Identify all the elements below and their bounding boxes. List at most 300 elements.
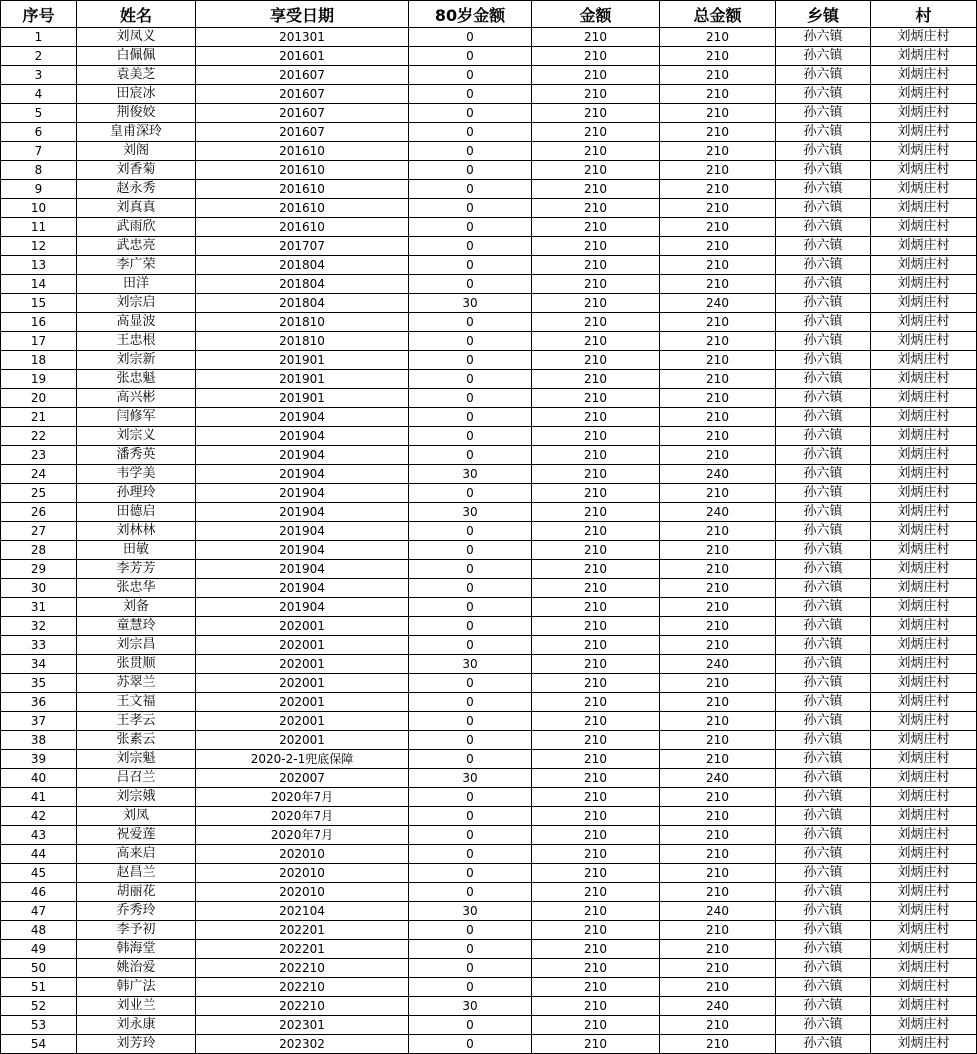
cell-seq: 48 (1, 921, 77, 940)
cell-township: 孙六镇 (776, 28, 871, 47)
cell-township: 孙六镇 (776, 446, 871, 465)
cell-name: 韩广法 (77, 978, 196, 997)
cell-name: 赵永秀 (77, 180, 196, 199)
cell-village: 刘炳庄村 (871, 674, 977, 693)
table-row (1, 85, 977, 104)
table-row (1, 655, 977, 674)
cell-seq: 18 (1, 351, 77, 370)
cell-township: 孙六镇 (776, 389, 871, 408)
cell-name: 刘永康 (77, 1016, 196, 1035)
cell-total-amount: 240 (660, 769, 776, 788)
cell-amount: 210 (532, 104, 660, 123)
table-row (1, 826, 977, 845)
cell-township: 孙六镇 (776, 731, 871, 750)
cell-seq: 32 (1, 617, 77, 636)
cell-seq: 16 (1, 313, 77, 332)
cell-village: 刘炳庄村 (871, 921, 977, 940)
cell-amount: 210 (532, 123, 660, 142)
table-row (1, 750, 977, 769)
cell-amount: 210 (532, 370, 660, 389)
table-row (1, 978, 977, 997)
cell-age80-amount: 0 (409, 921, 532, 940)
cell-age80-amount: 0 (409, 275, 532, 294)
cell-amount: 210 (532, 85, 660, 104)
cell-total-amount: 210 (660, 731, 776, 750)
cell-date: 202210 (196, 997, 409, 1016)
cell-name: 皇甫深玲 (77, 123, 196, 142)
cell-village: 刘炳庄村 (871, 370, 977, 389)
table-row (1, 47, 977, 66)
cell-village: 刘炳庄村 (871, 332, 977, 351)
cell-name: 韦学美 (77, 465, 196, 484)
cell-total-amount: 210 (660, 560, 776, 579)
cell-date: 201904 (196, 560, 409, 579)
cell-village: 刘炳庄村 (871, 655, 977, 674)
table-row (1, 921, 977, 940)
cell-township: 孙六镇 (776, 598, 871, 617)
cell-date: 201810 (196, 313, 409, 332)
table-row (1, 902, 977, 921)
table-row (1, 864, 977, 883)
cell-date: 202001 (196, 731, 409, 750)
cell-age80-amount: 0 (409, 1016, 532, 1035)
cell-age80-amount: 0 (409, 940, 532, 959)
cell-amount: 210 (532, 503, 660, 522)
cell-township: 孙六镇 (776, 275, 871, 294)
cell-name: 张贯顺 (77, 655, 196, 674)
cell-total-amount: 210 (660, 484, 776, 503)
cell-date: 201301 (196, 28, 409, 47)
table-row (1, 541, 977, 560)
cell-age80-amount: 0 (409, 788, 532, 807)
cell-total-amount: 210 (660, 389, 776, 408)
cell-date: 201804 (196, 256, 409, 275)
cell-name: 童慧玲 (77, 617, 196, 636)
table-row (1, 617, 977, 636)
cell-name: 高显波 (77, 313, 196, 332)
cell-seq: 45 (1, 864, 77, 883)
cell-seq: 11 (1, 218, 77, 237)
cell-township: 孙六镇 (776, 674, 871, 693)
table-row (1, 237, 977, 256)
cell-date: 201610 (196, 199, 409, 218)
cell-amount: 210 (532, 560, 660, 579)
header-date: 享受日期 (196, 1, 409, 28)
cell-name: 刘林林 (77, 522, 196, 541)
cell-village: 刘炳庄村 (871, 237, 977, 256)
cell-seq: 49 (1, 940, 77, 959)
cell-age80-amount: 0 (409, 370, 532, 389)
cell-seq: 39 (1, 750, 77, 769)
cell-township: 孙六镇 (776, 712, 871, 731)
cell-age80-amount: 0 (409, 693, 532, 712)
table-row (1, 560, 977, 579)
cell-age80-amount: 0 (409, 256, 532, 275)
cell-township: 孙六镇 (776, 1016, 871, 1035)
cell-seq: 23 (1, 446, 77, 465)
cell-amount: 210 (532, 674, 660, 693)
cell-age80-amount: 0 (409, 427, 532, 446)
cell-date: 2020年7月 (196, 788, 409, 807)
cell-total-amount: 210 (660, 408, 776, 427)
cell-total-amount: 210 (660, 978, 776, 997)
cell-name: 刘凤 (77, 807, 196, 826)
table-row (1, 28, 977, 47)
cell-township: 孙六镇 (776, 351, 871, 370)
cell-seq: 14 (1, 275, 77, 294)
cell-village: 刘炳庄村 (871, 389, 977, 408)
header-age80-amount: 80岁金额 (409, 1, 532, 28)
cell-total-amount: 210 (660, 123, 776, 142)
cell-total-amount: 210 (660, 199, 776, 218)
cell-total-amount: 210 (660, 826, 776, 845)
cell-total-amount: 210 (660, 617, 776, 636)
cell-village: 刘炳庄村 (871, 142, 977, 161)
cell-township: 孙六镇 (776, 313, 871, 332)
cell-village: 刘炳庄村 (871, 731, 977, 750)
cell-village: 刘炳庄村 (871, 218, 977, 237)
cell-seq: 40 (1, 769, 77, 788)
cell-amount: 210 (532, 636, 660, 655)
cell-seq: 3 (1, 66, 77, 85)
cell-seq: 20 (1, 389, 77, 408)
cell-amount: 210 (532, 921, 660, 940)
cell-seq: 28 (1, 541, 77, 560)
cell-village: 刘炳庄村 (871, 617, 977, 636)
cell-village: 刘炳庄村 (871, 275, 977, 294)
table-row (1, 579, 977, 598)
cell-total-amount: 210 (660, 1035, 776, 1054)
table-row (1, 1035, 977, 1054)
cell-age80-amount: 0 (409, 541, 532, 560)
cell-amount: 210 (532, 940, 660, 959)
cell-name: 田德启 (77, 503, 196, 522)
cell-amount: 210 (532, 47, 660, 66)
cell-date: 201904 (196, 598, 409, 617)
cell-total-amount: 210 (660, 332, 776, 351)
cell-age80-amount: 0 (409, 674, 532, 693)
table-row (1, 332, 977, 351)
cell-age80-amount: 0 (409, 712, 532, 731)
cell-age80-amount: 0 (409, 199, 532, 218)
cell-seq: 42 (1, 807, 77, 826)
table-row (1, 845, 977, 864)
cell-amount: 210 (532, 180, 660, 199)
cell-total-amount: 210 (660, 1016, 776, 1035)
cell-total-amount: 210 (660, 427, 776, 446)
cell-township: 孙六镇 (776, 522, 871, 541)
cell-village: 刘炳庄村 (871, 1035, 977, 1054)
cell-total-amount: 210 (660, 142, 776, 161)
cell-amount: 210 (532, 389, 660, 408)
cell-name: 张素云 (77, 731, 196, 750)
cell-date: 201810 (196, 332, 409, 351)
cell-seq: 26 (1, 503, 77, 522)
cell-amount: 210 (532, 693, 660, 712)
cell-amount: 210 (532, 161, 660, 180)
cell-amount: 210 (532, 465, 660, 484)
cell-date: 202301 (196, 1016, 409, 1035)
cell-name: 刘阁 (77, 142, 196, 161)
cell-village: 刘炳庄村 (871, 351, 977, 370)
cell-township: 孙六镇 (776, 484, 871, 503)
cell-age80-amount: 0 (409, 1035, 532, 1054)
table-row (1, 997, 977, 1016)
cell-name: 刘香菊 (77, 161, 196, 180)
cell-amount: 210 (532, 617, 660, 636)
cell-amount: 210 (532, 750, 660, 769)
table-row (1, 446, 977, 465)
cell-name: 田洋 (77, 275, 196, 294)
cell-seq: 47 (1, 902, 77, 921)
cell-township: 孙六镇 (776, 503, 871, 522)
cell-age80-amount: 0 (409, 560, 532, 579)
cell-village: 刘炳庄村 (871, 541, 977, 560)
cell-total-amount: 210 (660, 47, 776, 66)
table-row (1, 294, 977, 313)
cell-date: 201904 (196, 408, 409, 427)
cell-date: 202001 (196, 655, 409, 674)
cell-amount: 210 (532, 522, 660, 541)
cell-date: 201607 (196, 66, 409, 85)
cell-total-amount: 210 (660, 218, 776, 237)
cell-total-amount: 210 (660, 104, 776, 123)
cell-date: 201707 (196, 237, 409, 256)
cell-date: 201607 (196, 85, 409, 104)
cell-township: 孙六镇 (776, 845, 871, 864)
cell-date: 201610 (196, 142, 409, 161)
cell-seq: 8 (1, 161, 77, 180)
cell-amount: 210 (532, 66, 660, 85)
cell-amount: 210 (532, 446, 660, 465)
cell-date: 201804 (196, 275, 409, 294)
cell-seq: 44 (1, 845, 77, 864)
cell-name: 胡丽花 (77, 883, 196, 902)
cell-date: 202201 (196, 940, 409, 959)
table-row (1, 275, 977, 294)
cell-age80-amount: 0 (409, 617, 532, 636)
cell-village: 刘炳庄村 (871, 123, 977, 142)
cell-date: 202104 (196, 902, 409, 921)
cell-township: 孙六镇 (776, 655, 871, 674)
cell-date: 201904 (196, 522, 409, 541)
cell-township: 孙六镇 (776, 370, 871, 389)
cell-age80-amount: 0 (409, 123, 532, 142)
cell-date: 202210 (196, 978, 409, 997)
cell-township: 孙六镇 (776, 427, 871, 446)
cell-township: 孙六镇 (776, 256, 871, 275)
cell-date: 202001 (196, 617, 409, 636)
cell-village: 刘炳庄村 (871, 28, 977, 47)
header-total-amount: 总金额 (660, 1, 776, 28)
cell-age80-amount: 0 (409, 237, 532, 256)
cell-seq: 52 (1, 997, 77, 1016)
cell-village: 刘炳庄村 (871, 902, 977, 921)
table-row (1, 66, 977, 85)
cell-name: 韩海堂 (77, 940, 196, 959)
cell-village: 刘炳庄村 (871, 256, 977, 275)
cell-village: 刘炳庄村 (871, 579, 977, 598)
cell-date: 201904 (196, 446, 409, 465)
cell-amount: 210 (532, 28, 660, 47)
cell-township: 孙六镇 (776, 807, 871, 826)
cell-date: 201804 (196, 294, 409, 313)
cell-amount: 210 (532, 275, 660, 294)
cell-township: 孙六镇 (776, 465, 871, 484)
cell-name: 闫修军 (77, 408, 196, 427)
cell-amount: 210 (532, 218, 660, 237)
cell-total-amount: 210 (660, 845, 776, 864)
cell-township: 孙六镇 (776, 541, 871, 560)
cell-village: 刘炳庄村 (871, 769, 977, 788)
header-village: 村 (871, 1, 977, 28)
cell-age80-amount: 0 (409, 864, 532, 883)
cell-seq: 50 (1, 959, 77, 978)
cell-name: 祝爱莲 (77, 826, 196, 845)
cell-amount: 210 (532, 731, 660, 750)
cell-name: 乔秀玲 (77, 902, 196, 921)
cell-total-amount: 210 (660, 237, 776, 256)
cell-name: 李广荣 (77, 256, 196, 275)
table-row (1, 636, 977, 655)
cell-age80-amount: 0 (409, 47, 532, 66)
cell-seq: 6 (1, 123, 77, 142)
cell-total-amount: 210 (660, 921, 776, 940)
cell-name: 袁美芝 (77, 66, 196, 85)
cell-date: 201901 (196, 351, 409, 370)
cell-age80-amount: 0 (409, 883, 532, 902)
cell-name: 刘宗昌 (77, 636, 196, 655)
cell-total-amount: 210 (660, 313, 776, 332)
cell-name: 刘宗新 (77, 351, 196, 370)
header-name: 姓名 (77, 1, 196, 28)
cell-village: 刘炳庄村 (871, 826, 977, 845)
cell-township: 孙六镇 (776, 199, 871, 218)
table-row (1, 522, 977, 541)
cell-village: 刘炳庄村 (871, 484, 977, 503)
cell-village: 刘炳庄村 (871, 712, 977, 731)
cell-name: 田宸冰 (77, 85, 196, 104)
cell-age80-amount: 30 (409, 769, 532, 788)
cell-name: 荆俊姣 (77, 104, 196, 123)
cell-amount: 210 (532, 256, 660, 275)
cell-name: 孙理玲 (77, 484, 196, 503)
cell-village: 刘炳庄村 (871, 104, 977, 123)
cell-name: 李芳芳 (77, 560, 196, 579)
table-row (1, 142, 977, 161)
cell-village: 刘炳庄村 (871, 788, 977, 807)
cell-name: 高来启 (77, 845, 196, 864)
cell-amount: 210 (532, 484, 660, 503)
cell-amount: 210 (532, 712, 660, 731)
table-row (1, 1016, 977, 1035)
cell-village: 刘炳庄村 (871, 313, 977, 332)
cell-amount: 210 (532, 978, 660, 997)
cell-village: 刘炳庄村 (871, 959, 977, 978)
table-row (1, 959, 977, 978)
cell-total-amount: 210 (660, 579, 776, 598)
cell-amount: 210 (532, 313, 660, 332)
table-row (1, 161, 977, 180)
table-body (1, 28, 977, 1054)
cell-amount: 210 (532, 826, 660, 845)
cell-date: 202210 (196, 959, 409, 978)
cell-date: 201607 (196, 104, 409, 123)
cell-date: 202010 (196, 845, 409, 864)
table-row (1, 598, 977, 617)
cell-date: 201904 (196, 484, 409, 503)
cell-age80-amount: 0 (409, 218, 532, 237)
cell-seq: 12 (1, 237, 77, 256)
cell-name: 刘备 (77, 598, 196, 617)
cell-seq: 5 (1, 104, 77, 123)
header-amount: 金额 (532, 1, 660, 28)
cell-village: 刘炳庄村 (871, 978, 977, 997)
cell-village: 刘炳庄村 (871, 465, 977, 484)
cell-seq: 41 (1, 788, 77, 807)
cell-age80-amount: 0 (409, 959, 532, 978)
table-row (1, 123, 977, 142)
cell-total-amount: 210 (660, 959, 776, 978)
table-row (1, 940, 977, 959)
cell-name: 张忠华 (77, 579, 196, 598)
cell-village: 刘炳庄村 (871, 693, 977, 712)
table-row (1, 256, 977, 275)
cell-age80-amount: 0 (409, 408, 532, 427)
cell-date: 2020年7月 (196, 826, 409, 845)
cell-total-amount: 210 (660, 541, 776, 560)
cell-seq: 51 (1, 978, 77, 997)
cell-name: 刘真真 (77, 199, 196, 218)
cell-name: 刘宗启 (77, 294, 196, 313)
cell-age80-amount: 0 (409, 313, 532, 332)
cell-age80-amount: 0 (409, 180, 532, 199)
cell-township: 孙六镇 (776, 104, 871, 123)
cell-name: 刘业兰 (77, 997, 196, 1016)
cell-total-amount: 210 (660, 598, 776, 617)
cell-name: 刘芳玲 (77, 1035, 196, 1054)
cell-seq: 53 (1, 1016, 77, 1035)
cell-village: 刘炳庄村 (871, 180, 977, 199)
cell-seq: 21 (1, 408, 77, 427)
cell-seq: 29 (1, 560, 77, 579)
cell-amount: 210 (532, 997, 660, 1016)
cell-name: 刘凤义 (77, 28, 196, 47)
cell-total-amount: 240 (660, 503, 776, 522)
cell-date: 201610 (196, 218, 409, 237)
cell-township: 孙六镇 (776, 750, 871, 769)
cell-seq: 34 (1, 655, 77, 674)
table-row (1, 199, 977, 218)
cell-village: 刘炳庄村 (871, 85, 977, 104)
cell-seq: 46 (1, 883, 77, 902)
cell-seq: 22 (1, 427, 77, 446)
table-row (1, 769, 977, 788)
cell-date: 2020-2-1兜底保障 (196, 750, 409, 769)
cell-township: 孙六镇 (776, 940, 871, 959)
table-row (1, 370, 977, 389)
cell-total-amount: 210 (660, 788, 776, 807)
cell-date: 201607 (196, 123, 409, 142)
cell-date: 2020年7月 (196, 807, 409, 826)
cell-name: 潘秀英 (77, 446, 196, 465)
cell-age80-amount: 0 (409, 731, 532, 750)
cell-name: 姚治爱 (77, 959, 196, 978)
cell-date: 201610 (196, 161, 409, 180)
cell-total-amount: 240 (660, 465, 776, 484)
cell-age80-amount: 30 (409, 902, 532, 921)
cell-village: 刘炳庄村 (871, 883, 977, 902)
